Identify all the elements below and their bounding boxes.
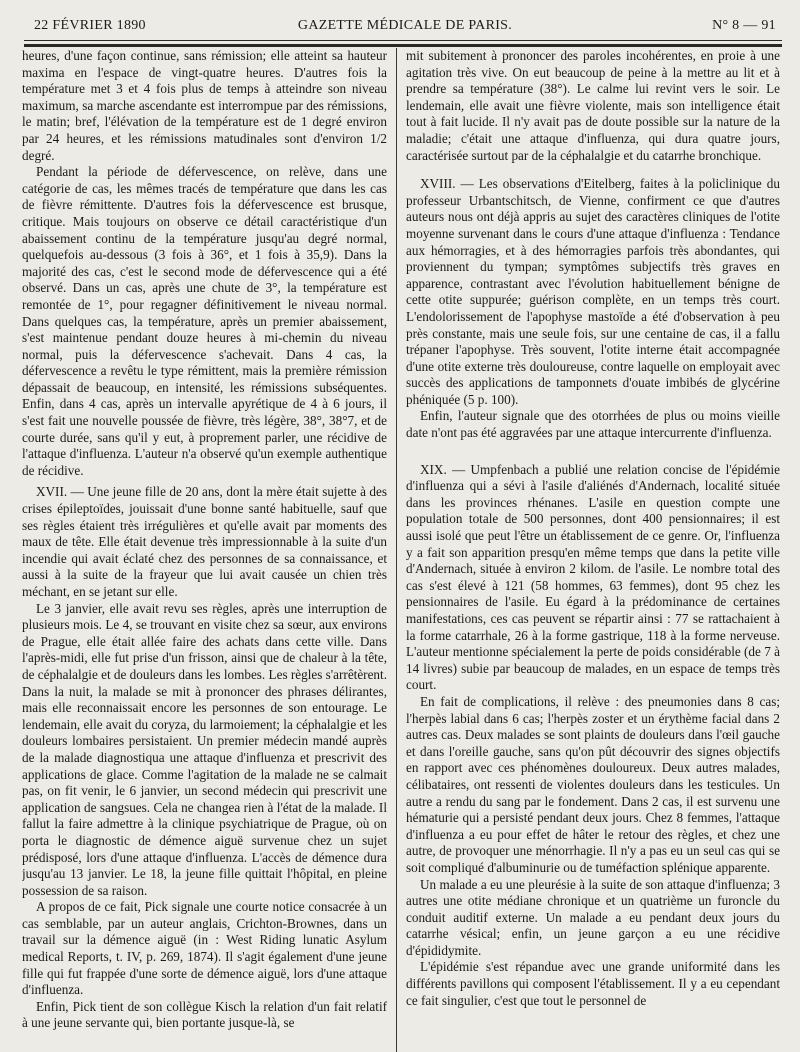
left-column (22, 48, 387, 1048)
paragraph: mit subitement à prononcer des paroles incohérentes, en proie à une agitation très vive. On eut beaucoup de peine à la mettre au lit et à prendre sa température (38°). Le calme lui revint vers le soir. Le lendemain, elle avait une fièvre violente, mais son intelligence était tout à fait lucide. Il n'y avait pas de doute possible sur la nature de la maladie; c'était une attaque d'influenza, qui dura quatre jours, caractérisée surtout par de la céphalalgie et du catarrhe bronchique. (406, 48, 780, 163)
header-journal-title: GAZETTE MÉDICALE DE PARIS. (297, 18, 513, 33)
paragraph: Enfin, l'auteur signale que des otorrhées de plus ou moins vieille date n'ont pas été aggravées par une attaque intercurrente d'influenza. (406, 408, 780, 441)
paragraph: Un malade a eu une pleurésie à la suite de son attaque d'influenza; 3 autres une otite médiane chronique et un quatrième un furoncle du conduit auditif externe. Un malade a eu pendant deux jours du catarrhe vésical; enfin, un jeune garçon a eu une récidive d'épididymite. (406, 876, 780, 958)
section-xviii: XVIII. — Les observations d'Eitelberg, faites à la policlinique du professeur Urbantschitsch, de Vienne, confirment ce que d'autres auteurs nous ont déjà appris au sujet des caractères cliniques de l'otite moyenne survenant dans le cours d'une attaque d'influenza : Tendance aux hémorragies, et à des hémorragies parfois très abondantes, qui proviennent du tympan; symptômes subjectifs très graves en apparence, contrastant avec l'évolution habituellement bénigne de cette otite suppurée; guérison complète, en un temps très court. L'endolorissement de l'apophyse mastoïde a été d'observation à peu près constante, mais une seule fois, sur une centaine de cas, il a fallu trépaner l'apophyse. Très souvent, l'otite interne était accompagnée d'une otite externe très douloureuse, contre laquelle on employait avec succès des applications de tamponnets d'ouate imbibés de glycérine phéniquée (5 p. 100). (406, 176, 780, 407)
running-header (34, 14, 776, 38)
paragraph: Le 3 janvier, elle avait revu ses règles, après une interruption de plusieurs mois. Le 4, se trouvant en visite chez sa sœur, aux environs de Prague, elle était allée faire des achats dans cette ville. Dans l'après-midi, elle fut prise d'un frisson, ainsi que de chaleur à la tête, de céphalalgie et de douleurs dans les lombes. Les règles s'arrêtèrent. Dans la nuit, la malade se mit à prononcer des phrases délirantes, mais elle reconnaissait encore les personnes de son entourage. Le lendemain, elle avait du coryza, du larmoiement; la céphalalgie et les douleurs lombaires persistaient. Un premier médecin mandé auprès de la malade diagnostiqua une attaque d'influenza et prescrivit des applications de glace. Comme l'agitation de la malade ne se calmait pas, on fit venir, le 6 janvier, un second médecin qui prescrivit une application de sangsues. Cela ne changea rien à l'état de la malade. Il fallut la faire admettre à la clinique psychiatrique de Prague, où on porta le diagnostic de démence aiguë survenue chez un sujet prédisposé, lors d'une attaque d'influenza. L'accès de démence dura jusqu'au 13 janvier. Le 18, la jeune fille quittait l'hôpital, en pleine possession de sa raison. (22, 600, 387, 898)
paragraph: L'épidémie s'est répandue avec une grande uniformité dans les différents pavillons qui composent l'établissement. Il y a eu cependant ce fait singulier, c'est que tout le personnel de (406, 959, 780, 1008)
paragraph: Enfin, Pick tient de son collègue Kisch la relation d'un fait relatif à une jeune servante qui, bien portante jusque-là, se (22, 998, 387, 1031)
section-xix: XIX. — Umpfenbach a publié une relation concise de l'épidémie d'influenza qui a sévi à l'asile d'aliénés d'Andernach, localité située dans les provinces rhénanes. L'asile en question compte une population totale de 500 personnes, dont 400 pensionnaires; il est aussi isolé que peut l'être un établissement de ce genre. Or, l'influenza y a fait son apparition presqu'en même temps que dans la petite ville d'Andernach, située à environ 2 kilom. de l'asile. Le nombre total des cas s'est élevé à 121 (58 hommes, 63 femmes), dont 95 chez les pensionnaires de l'asile. Eu égard à la prédominance de certaines manifestations, ces cas peuvent se répartir ainsi : 77 se rattachaient à la forme catarrhale, 26 à la forme gastrique, 118 à la forme nerveuse. L'auteur mentionne spécialement la perte de poids considérable (de 7 à 14 livres) subie par beaucoup de malades, en un espace de temps très court. (406, 461, 780, 693)
paragraph: heures, d'une façon continue, sans rémission; elle atteint sa hauteur maxima en l'espace de vingt-quatre heures. D'autres fois la température met 3 et 4 fois plus de temps à atteindre son niveau maximum, sa marche ascendante est interrompue par des rémissions, le matin; bref, l'élévation de la température est de 1 degré environ par 24 heures, et les rémissions matudinales sont d'environ 1/2 degré. (22, 48, 387, 163)
paragraph: A propos de ce fait, Pick signale une courte notice consacrée à un cas semblable, par un auteur anglais, Crichton-Brownes, dans un travail sur la démence aiguë (in : West Riding lunatic Asylum medical Reports, t. IV, p. 269, 1874). Il s'agit également d'une jeune fille qui fut frappée d'une sorte de démence aiguë, lors d'une attaque d'influenza. (22, 899, 387, 998)
header-page-number: N° 8 — 91 (712, 18, 776, 33)
header-rule-thick (24, 44, 782, 47)
header-date: 22 FÉVRIER 1890 (34, 18, 146, 33)
section-xvii: XVII. — Une jeune fille de 20 ans, dont la mère était sujette à des crises épileptoïdes, jouissait d'une bonne santé habituelle, sauf que ses règles étaient très irrégulières et qu'elle avait par moments des maux de tête. Elle était devenue très impressionnable à la suite d'un incendie qui avait éclaté chez des personnes de sa connaissance, et aussi à la suite de la frayeur que lui avait causée un chien très méchant, en se jetant sur elle. (22, 484, 387, 599)
paragraph: Pendant la période de défervescence, on relève, dans une catégorie de cas, les mêmes tracés de température que dans les cas de fièvre rémittente. D'autres fois la défervescence est brusque, critique. Mais toujours on observe ce détail caractéristique d'un abaissement continu de la température jusqu'au degré normal, quelquefois au-dessous (3 fois à 36°, et 1 fois à 35,9). Dans la majorité des cas, c'est le second mode de défervescence qui a été observé. Dans un cas, après une chute de 3°, la température est remontée de 1°, pour regagner définitivement le niveau normal. Dans quelques cas, la température, après un premier abaissement, s'est maintenue pendant douze heures à mi-chemin du niveau normal, puis la défervescence s'achevait. Dans 4 cas, la défervescence a revêtu le type rémittent, mais la première rémission dépassait de beaucoup, en intensité, les rémissions subséquentes. Enfin, dans 4 cas, après un intervalle apyrétique de 4 à 6 jours, il s'est fait une nouvelle poussée de fièvre, très légère, 38°, 38°7, et de courte durée, sans qu'il y eut, à proprement parler, une récidive de l'attaque d'influenza. L'auteur n'a observé qu'un exemple authentique de récidive. (22, 164, 387, 478)
paragraph: En fait de complications, il relève : des pneumonies dans 8 cas; l'herpès labial dans 6 cas; l'herpès zoster et un érythème facial dans 2 autres cas. Deux malades se sont plaints de douleurs dans l'œil gauche et dans l'oreille gauche, sans qu'on pût découvrir des signes objectifs en rapport avec ces phénomènes douloureux. Deux autres malades, célibataires, ont ressenti de violentes douleurs dans les testicules. Un autre a rendu du sang par le fondement. Dans 2 cas, il est survenu une hématurie qui a persisté pendant deux jours. Chez 8 femmes, l'attaque d'influenza a eu pour effet de hâter le retour des règles, et chez une autre, de provoquer une ménorrhagie. Il n'y a pas eu un seul cas qui se soit compliqué d'albuminurie ou de tuméfaction splénique apparente. (406, 693, 780, 875)
header-rule-thin (24, 40, 782, 41)
column-separator (396, 48, 397, 1052)
right-column (406, 48, 780, 1048)
